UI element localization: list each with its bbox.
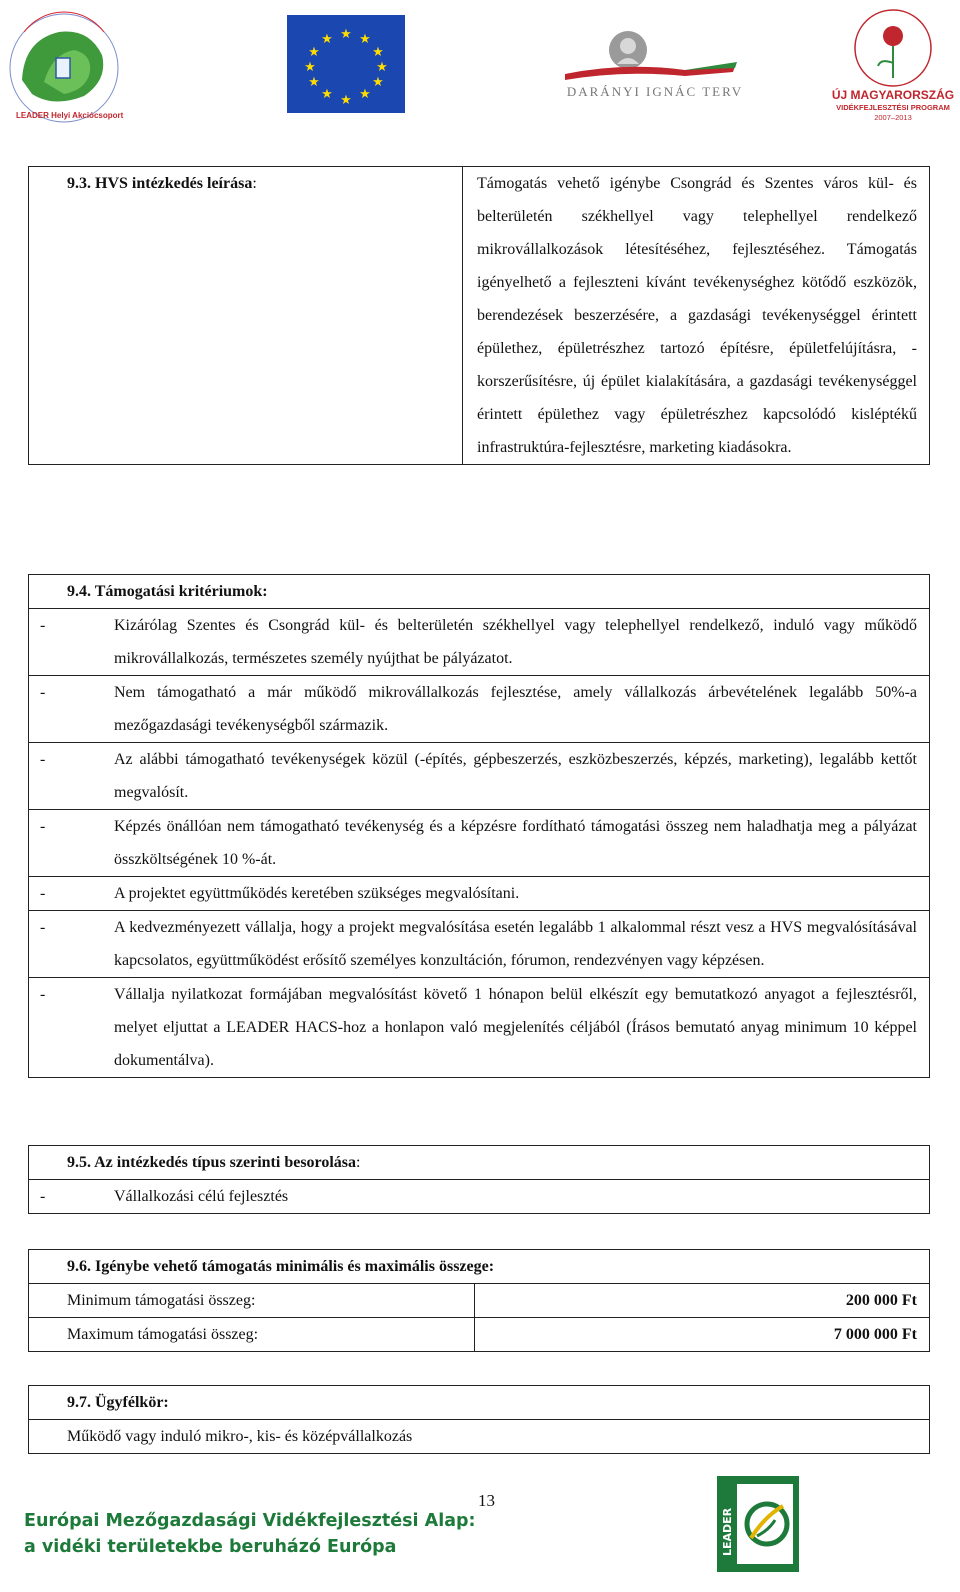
section-9-6-table <box>28 1249 930 1352</box>
svg-text:★: ★ <box>359 32 371 47</box>
section-9-3-label: 9.3. HVS intézkedés leírása: <box>29 167 463 465</box>
ujm-subtitle: VIDÉKFEJLESZTÉSI PROGRAM <box>836 103 950 112</box>
svg-text:★: ★ <box>340 27 352 42</box>
svg-text:★: ★ <box>308 45 320 60</box>
min-amount-value: 200 000 Ft <box>475 1284 930 1318</box>
criteria-item: - Nem támogatható a már működő mikrovállalkozás fejlesztése, amely vállalkozás árbevételének legalább 50%-a mezőgazdasági tevékenységből származik. <box>29 676 930 743</box>
page-number: 13 <box>478 1491 495 1510</box>
ujm-title: ÚJ MAGYARORSZÁG <box>831 88 955 102</box>
flower-icon <box>826 8 960 88</box>
svg-text:★: ★ <box>321 32 333 47</box>
svg-text:★: ★ <box>359 87 371 102</box>
footer-eafrd-text <box>24 1508 476 1560</box>
section-9-6-heading: 9.6. Igénybe vehető támogatás minimális és maximális összege: <box>29 1250 930 1284</box>
criteria-item: - A projektet együttműködés keretében szükséges megvalósítani. <box>29 877 930 911</box>
min-amount-label: Minimum támogatási összeg: <box>29 1284 475 1318</box>
footer-line-1: Európai Mezőgazdasági Vidékfejlesztési Alap: <box>24 1511 476 1531</box>
max-amount-label: Maximum támogatási összeg: <box>29 1318 475 1352</box>
portrait-icon <box>565 22 745 82</box>
svg-text:★: ★ <box>376 60 388 75</box>
svg-text:LEADER Helyi Akciócsoport: LEADER Helyi Akciócsoport <box>16 111 124 120</box>
criteria-item: - A kedvezményezett vállalja, hogy a projekt megvalósítása esetén legalább 1 alkalommal részt vesz a HVS megvalósításával kapcsolatos, együttműködést erősítő személyes konzultáción, fórumon, rendezvényen vagy képzésen. <box>29 911 930 978</box>
section-9-4-table <box>28 574 930 1078</box>
svg-text:★: ★ <box>372 45 384 60</box>
criteria-item: - Vállalja nyilatkozat formájában megvalósítást követő 1 hónapon belül elkészít egy bemutatkozó anyagot a fejlesztésről, melyet eljuttat a LEADER HACS-hoz a honlapon való megjelenítés céljából (Írásos bemutató anyag minimum 10 képpel dokumentálva). <box>29 978 930 1078</box>
section-9-7-heading: 9.7. Ügyfélkör: <box>29 1386 930 1420</box>
svg-text:★: ★ <box>340 93 352 108</box>
footer-line-2: a vidéki területekbe beruházó Európa <box>24 1537 397 1557</box>
svg-text:★: ★ <box>308 75 320 90</box>
criteria-item: - Kizárólag Szentes és Csongrád kül- és belterületén székhellyel vagy telephellyel rendelkező, induló vagy működő mikrovállalkozás, természetes személy nyújthat be pályázatot. <box>29 609 930 676</box>
section-9-7-text: Működő vagy induló mikro-, kis- és középvállalkozás <box>29 1420 930 1454</box>
header-logo-bar <box>0 8 960 128</box>
daranyi-text: DARÁNYI IGNÁC TERV <box>566 84 744 99</box>
uj-magyarorszag-logo <box>826 8 960 130</box>
ujm-years: 2007–2013 <box>874 113 912 122</box>
eu-flag-icon <box>287 15 405 113</box>
svg-text:★: ★ <box>304 60 316 75</box>
section-9-3-table <box>28 166 930 465</box>
alsotisza-leader-logo <box>4 10 124 126</box>
svg-text:LEADER: LEADER <box>721 1507 734 1556</box>
section-9-5-table <box>28 1145 930 1214</box>
svg-text:★: ★ <box>372 75 384 90</box>
leader-logo-icon <box>717 1476 799 1572</box>
section-9-7-table <box>28 1385 930 1454</box>
svg-text:★: ★ <box>321 87 333 102</box>
daranyi-ignac-terv-logo <box>565 22 745 112</box>
criteria-item: - Képzés önállóan nem támogatható tevékenység és a képzésre fordítható támogatási összeg nem haladhatja meg a pályázat összköltségének 10 %-át. <box>29 810 930 877</box>
criteria-item: - Az alábbi támogatható tevékenységek közül (-építés, gépbeszerzés, eszközbeszerzés, képzés, marketing), legalább kettőt megvalósít. <box>29 743 930 810</box>
max-amount-value: 7 000 000 Ft <box>475 1318 930 1352</box>
section-9-4-heading: 9.4. Támogatási kritériumok: <box>29 575 930 609</box>
section-9-3-text: Támogatás vehető igénybe Csongrád és Szentes város kül- és belterületén székhellyel vagy telephellyel rendelkező mikrovállalkozások létesítéséhez, fejlesztéséhez. Támogatás igényelhető a fejleszteni kívánt tevékenységhez kötődő eszközök, berendezések beszerzésére, a gazdasági tevékenységgel érintett épülethez, épületrészhez tartozó építésre, épületfelújításra, -korszerűsítésre, új épület kialakítására, a gazdasági tevékenységgel érintett épülethez vagy épületrészhez kapcsolódó kisléptékű infrastruktúra-fejlesztésre, marketing kiadásokra. <box>463 167 930 465</box>
section-9-5-heading: 9.5. Az intézkedés típus szerinti besorolása: <box>29 1146 930 1180</box>
section-9-5-item: - Vállalkozási célú fejlesztés <box>29 1180 930 1214</box>
